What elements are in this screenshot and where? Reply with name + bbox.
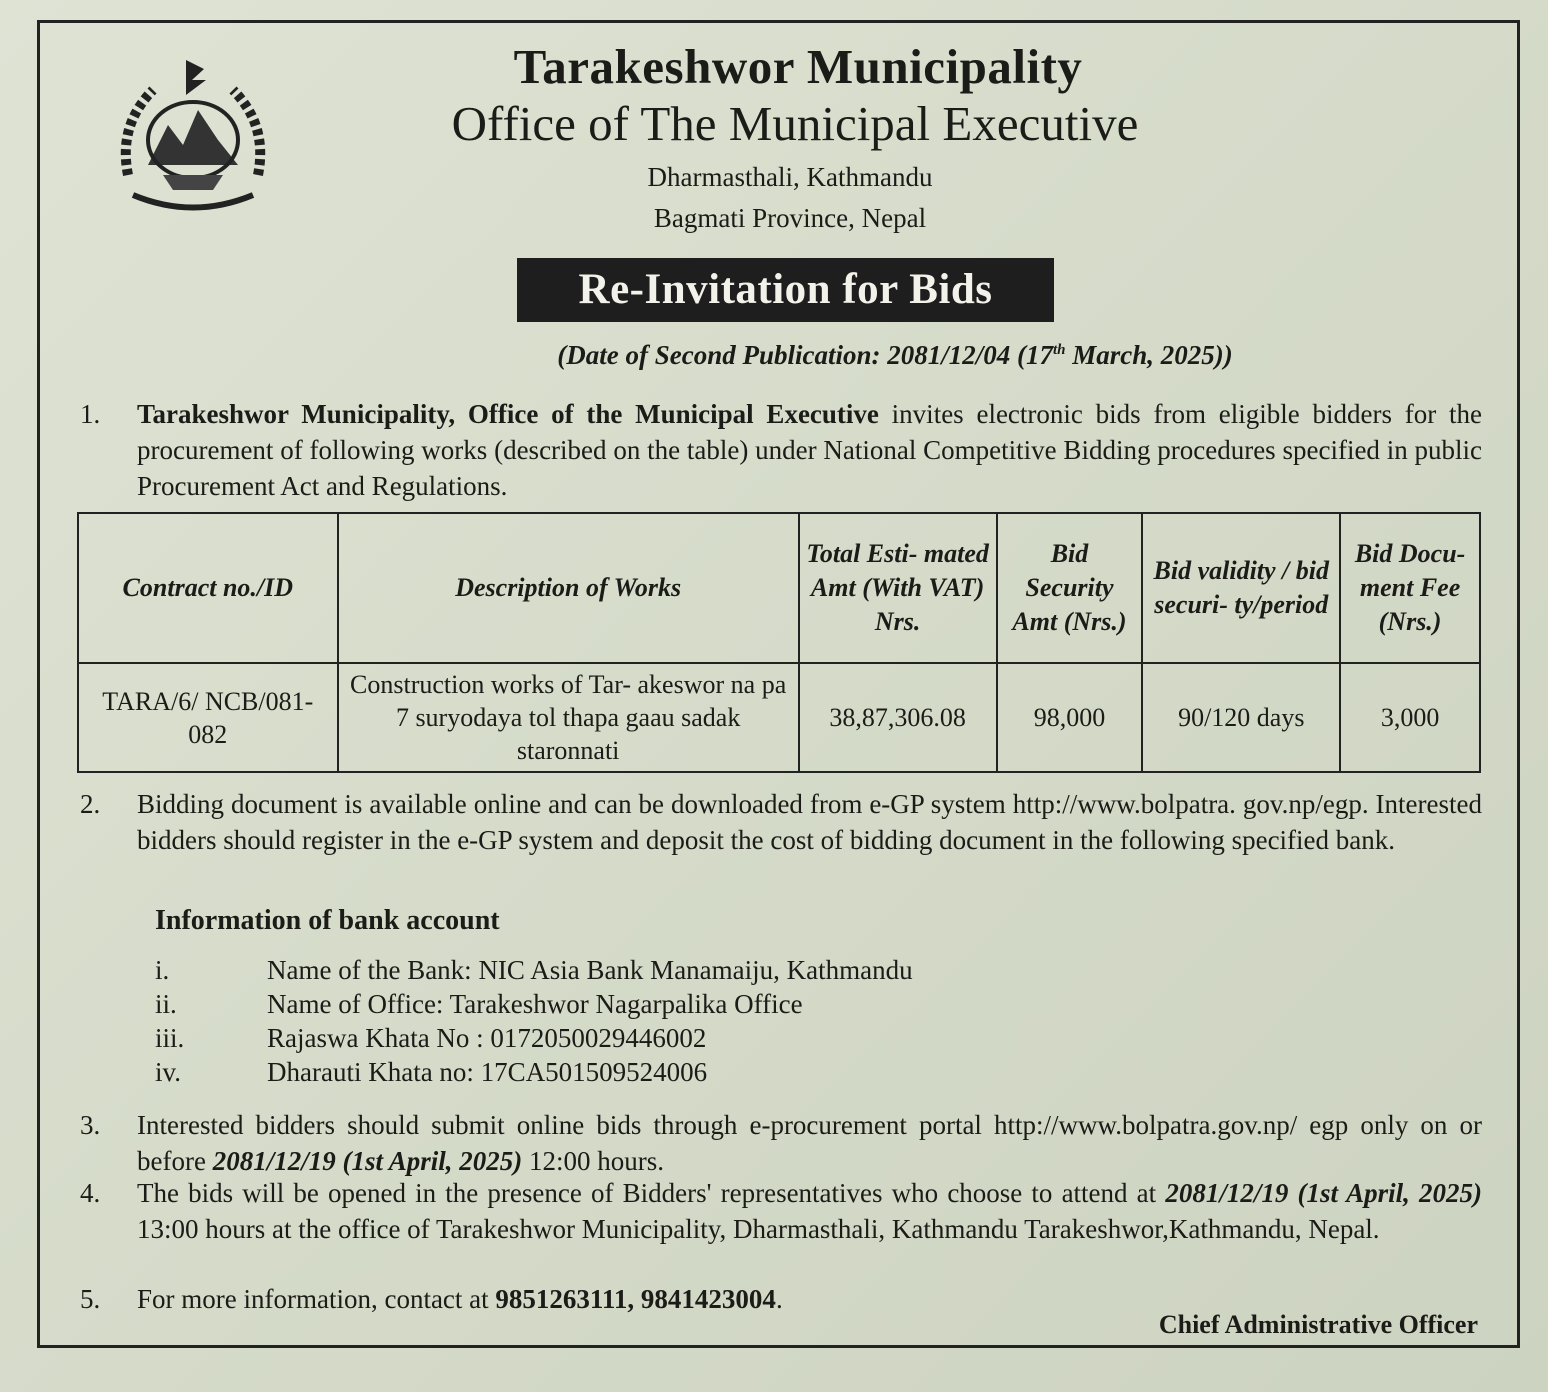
column-header: Contract no./ID <box>78 513 338 663</box>
column-header: Bid Security Amt (Nrs.) <box>997 513 1143 663</box>
item-number: 4. <box>80 1178 101 1208</box>
table-cell: 90/120 days <box>1142 663 1340 772</box>
item-1-text: Tarakeshwor Municipality, Office of the Municipal Executive invites electronic bids from eligible bidders for the procurement of following works (described on the table) under National Competitive Bidding procedures specified in public Procurement Act and Regulations. <box>137 399 1482 501</box>
roman-numeral: ii. <box>155 989 177 1019</box>
address-line-1: Dharmasthali, Kathmandu <box>647 162 933 192</box>
item-3-text: Interested bidders should submit online bids through e-procurement portal http://www.bolpatra.gov.np/ egp only on or before 2081/12/19 (1st April, 2025) 12:00 hours. <box>137 1110 1482 1176</box>
signature: Chief Administrative Officer <box>1158 1310 1478 1339</box>
notice-banner: Re-Invitation for Bids <box>517 258 1054 322</box>
item-number: 5. <box>80 1284 101 1314</box>
bank-row-text: Name of the Bank: NIC Asia Bank Manamaiju, Kathmandu <box>267 955 913 985</box>
publication-date: (Date of Second Publication: 2081/12/04 (17th March, 2025)) <box>557 340 1233 370</box>
address-line-2: Bagmati Province, Nepal <box>653 203 927 233</box>
bank-info-heading: Information of bank account <box>155 905 500 936</box>
table-header-row <box>78 513 1480 663</box>
bank-row-text: Rajaswa Khata No : 0172050029446002 <box>267 1023 707 1053</box>
column-header: Bid validity / bid securi- ty/period <box>1142 513 1340 663</box>
item-4-text: The bids will be opened in the presence of Bidders' representatives who choose to attend at 2081/12/19 (1st April, 2025) 13:00 hours at the office of Tarakeshwor Municipality, Dharmasthali, Kathmandu Tarakeshwor,Kathmandu, Nepal. <box>137 1178 1482 1244</box>
table-cell: TARA/6/ NCB/081-082 <box>78 663 338 772</box>
table-cell: 98,000 <box>997 663 1143 772</box>
roman-numeral: iv. <box>155 1057 181 1087</box>
table-cell: 38,87,306.08 <box>799 663 997 772</box>
table-row <box>78 663 1480 772</box>
item-number: 3. <box>80 1110 101 1140</box>
item-2-text: Bidding document is available online and can be downloaded from e-GP system http://www.bolpatra. gov.np/egp. Interested bidders should register in the e-GP system and deposit the cost of bidding document in the following specified bank. <box>137 789 1482 855</box>
item-number: 1. <box>80 399 101 429</box>
column-header: Bid Docu- ment Fee (Nrs.) <box>1340 513 1480 663</box>
column-header: Description of Works <box>338 513 799 663</box>
table-cell: Construction works of Tar- akeswor na pa 7 suryodaya tol thapa gaau sadak staronnati <box>338 663 799 772</box>
bank-row-text: Name of Office: Tarakeshwor Nagarpalika Office <box>267 989 803 1019</box>
roman-numeral: i. <box>155 955 170 985</box>
bids-table <box>77 512 1481 773</box>
column-header: Total Esti- mated Amt (With VAT) Nrs. <box>799 513 997 663</box>
nepal-emblem <box>108 55 278 225</box>
item-number: 2. <box>80 789 101 819</box>
municipality-name: Tarakeshwor Municipality <box>513 39 1083 94</box>
bank-row-text: Dharauti Khata no: 17CA501509524006 <box>267 1057 708 1087</box>
roman-numeral: iii. <box>155 1023 185 1053</box>
office-name: Office of The Municipal Executive <box>451 96 1139 151</box>
item-5-text: For more information, contact at 9851263111, 9841423004. <box>137 1284 783 1314</box>
table-cell: 3,000 <box>1340 663 1480 772</box>
